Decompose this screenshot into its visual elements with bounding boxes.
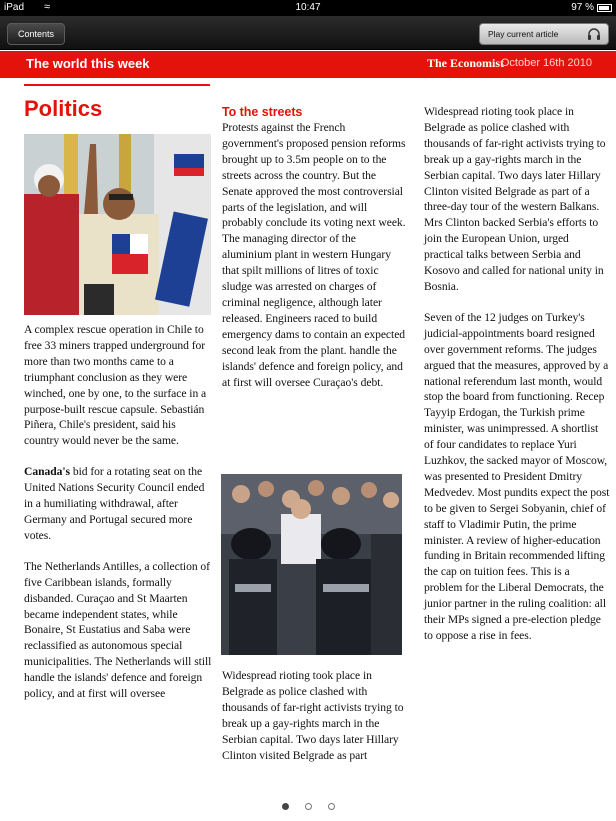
article-column-1 xyxy=(24,322,212,717)
battery-icon xyxy=(597,4,612,12)
section-name: The world this week xyxy=(26,56,150,71)
page-dot[interactable] xyxy=(305,803,312,810)
issue-date: October 16th 2010 xyxy=(500,57,592,69)
page-indicator[interactable] xyxy=(0,797,616,815)
article-paragraph xyxy=(24,464,212,544)
article-paragraph: Widespread rioting took place in Belgrade as police clashed with thousands of far-right activists trying to break up a gay-rights march in the Serbian capital. Two days later Hillary Clinton visited Belgrade as part of a three-day tour of the western Balkans. Mrs Clinton backed Serbia's efforts to join the European Union, urged practical talks between Serbia and Kosovo and called for national unity in Bosnia. xyxy=(424,105,606,293)
article-column-3 xyxy=(424,104,610,659)
publication-name: The Economist xyxy=(426,56,504,70)
page-dot[interactable] xyxy=(328,803,335,810)
country-highlight: Canada's xyxy=(24,465,70,479)
article-paragraph: The Netherlands Antilles, a collection of five Caribbean islands, formally disbanded. Curaçao and St Maarten became independent states, while Bonaire, St Eustatius and Saba were reclassified as autonomous special municipalities. The Netherlands will still handle the islands' defence and foreign policy, and at first will oversee xyxy=(24,559,212,701)
contents-button[interactable]: Contents xyxy=(7,23,65,45)
section-underline xyxy=(24,84,210,86)
article-paragraph: Widespread rioting took place in Belgrade as police clashed with thousands of far-right activists trying to break up a gay-rights march in the Serbian capital. Two days later Hillary Clinton visited Belgrade as part xyxy=(222,669,404,762)
headphones-icon xyxy=(587,27,601,40)
status-bar xyxy=(0,0,616,16)
device-name: iPad xyxy=(4,2,25,13)
article-column-2-continued xyxy=(222,668,412,778)
section-banner xyxy=(0,51,616,78)
clock: 10:47 xyxy=(295,2,321,13)
paragraph-text: bid for a rotating seat on the United Nations Security Council ended in a humiliating withdrawal, after Germany and Portugal secured more votes. xyxy=(24,465,205,542)
page-title: Politics xyxy=(24,96,103,121)
article-paragraph: Protests against the French government's proposed pension reforms brought up to 3.5m people on to the streets across the country. But the Senate approved the most controversial parts of the legislation, and will probably conclude its voting next week. The managing director of the aluminium plant in western Hungary that spilt millions of litres of toxic sludge was arrested on charges of criminal negligence, although later released. Engineers raced to build emergency dams to contain an expected second leak from the plant. handle the islands' defence and foreign policy, and at first will oversee Curaçao's debt. xyxy=(222,121,406,389)
subsection-heading: To the streets xyxy=(222,105,303,119)
battery-level: 97 % xyxy=(571,2,594,13)
navigation-bar xyxy=(0,16,616,50)
article-column-2 xyxy=(222,104,406,405)
chile-rescue-photo xyxy=(24,134,211,315)
page-dot[interactable] xyxy=(282,803,289,810)
wifi-icon: ≈ xyxy=(44,1,51,13)
play-article-button[interactable] xyxy=(479,23,609,45)
belgrade-riot-photo xyxy=(221,474,402,655)
article-paragraph: Seven of the 12 judges on Turkey's judicial-appointments board resigned over government reforms. The judges argued that the measures, approved by a national referendum last month, would stop the board from functioning. Recep Tayyip Erdogan, the Turkish prime minister, was unimpressed. A shortlist of four candidates to replace Yuri Luzhkov, the sacked mayor of Moscow, was presented to President Dmitry Medvedev. Most pundits expect the post to be given to Sergei Sobyanin, chief of staff to Vladimir Putin, the prime minister. A review of higher-education funding in Britain recommended lifting the cap on tuition fees. This is a problem for the Liberal Democrats, the junior partner in the ruling coalition: all their MPs signed a pre-election pledge to oppose a rise in fees. xyxy=(424,310,610,642)
article-paragraph: A complex rescue operation in Chile to free 33 miners trapped underground for more than two months came to a triumphant conclusion as they were winched, one by one, to the surface in a purpose-built rescue capsule. Sebastián Piñera, Chile's president, said his country would never be the same. xyxy=(24,323,207,448)
play-article-label: Play current article xyxy=(488,29,559,39)
